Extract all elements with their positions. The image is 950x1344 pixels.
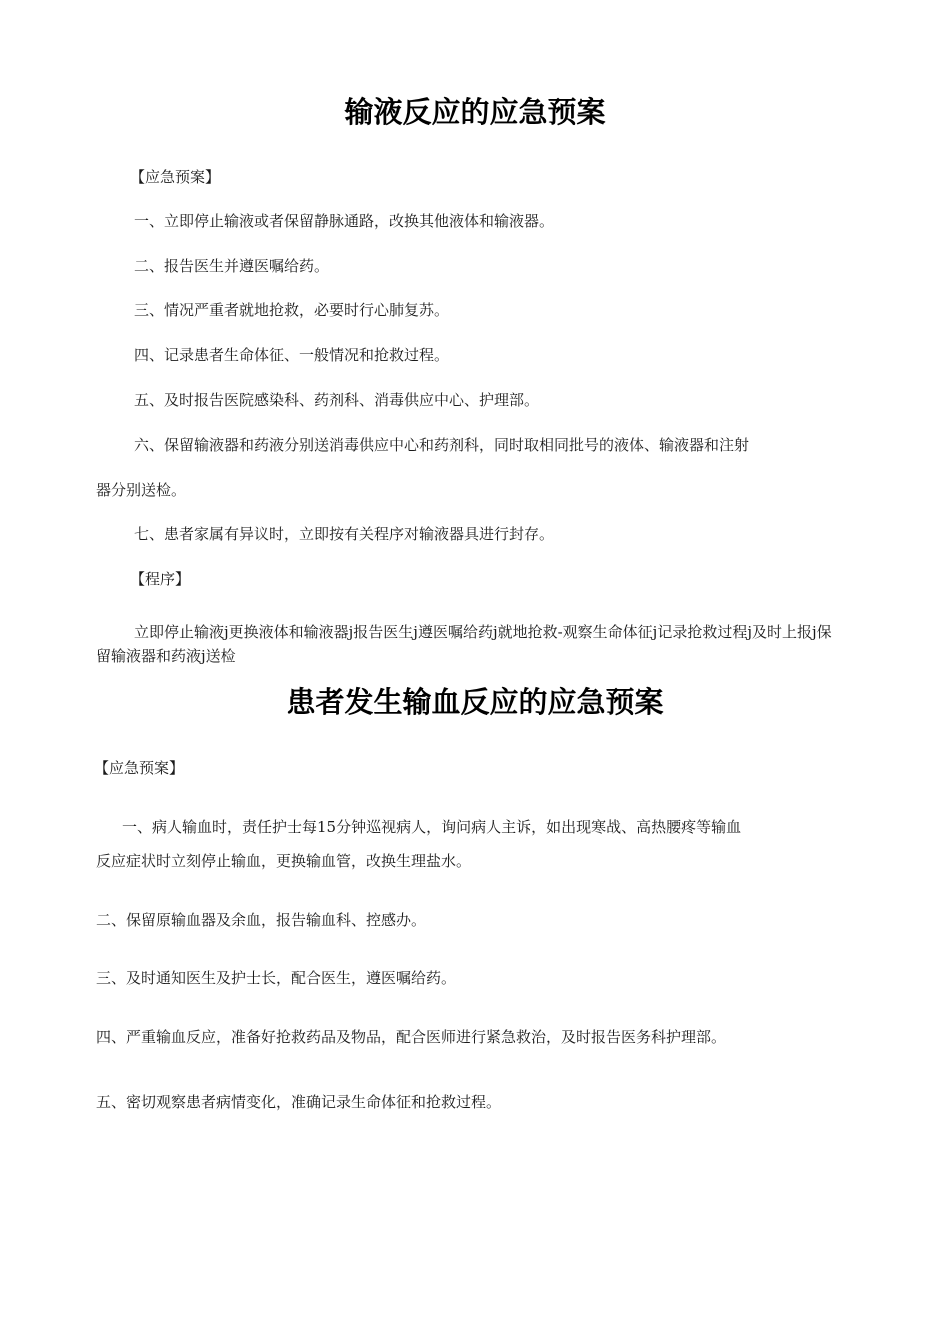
section1-procedure-text: 立即停止输液j更换液体和输液器j报告医生j遵医嘱给药j就地抢救-观察生命体征j记录抢救过程j及时上报j保留输液器和药液j送检 [96,623,832,665]
section2-item-5: 五、密切观察患者病情变化，准确记录生命体征和抢救过程。 [96,1093,502,1111]
section2-title: 患者发生输血反应的应急预案 [286,685,664,719]
section1-item-6: 六、保留输液器和药液分别送消毒供应中心和药剂科，同时取相同批号的液体、输液器和注射 [134,436,750,454]
section1-item-6-cont: 器分别送检。 [96,481,187,499]
section2-item-1-cont: 反应症状时立刻停止输血，更换输血管，改换生理盐水。 [96,852,472,870]
section2-item-2: 二、保留原输血器及余血，报告输血科、控感办。 [96,911,427,929]
section1-item-3: 三、情况严重者就地抢救，必要时行心肺复苏。 [134,301,450,319]
section2-item-1: 一、病人输血时，责任护士每15分钟巡视病人，询问病人主诉，如出现寒战、高热腰疼等输血 [122,818,742,836]
section1-item-2: 二、报告医生并遵医嘱给药。 [134,257,330,275]
section2-item-3: 三、及时通知医生及护士长，配合医生，遵医嘱给药。 [96,969,457,987]
section1-item-7: 七、患者家属有异议时，立即按有关程序对输液器具进行封存。 [134,525,555,543]
section1-item-4: 四、记录患者生命体征、一般情况和抢救过程。 [134,346,450,364]
section2-item-4: 四、严重输血反应，准备好抢救药品及物品，配合医师进行紧急救治，及时报告医务科护理部。 [96,1028,727,1046]
section1-title: 输液反应的应急预案 [344,95,606,129]
section1-item-1: 一、立即停止输液或者保留静脉通路，改换其他液体和输液器。 [134,212,555,230]
section1-plan-heading: 【应急预案】 [130,168,221,186]
section1-procedure-heading: 【程序】 [130,570,191,588]
section1-item-5: 五、及时报告医院感染科、药剂科、消毒供应中心、护理部。 [134,391,540,409]
section2-plan-heading: 【应急预案】 [94,759,185,777]
